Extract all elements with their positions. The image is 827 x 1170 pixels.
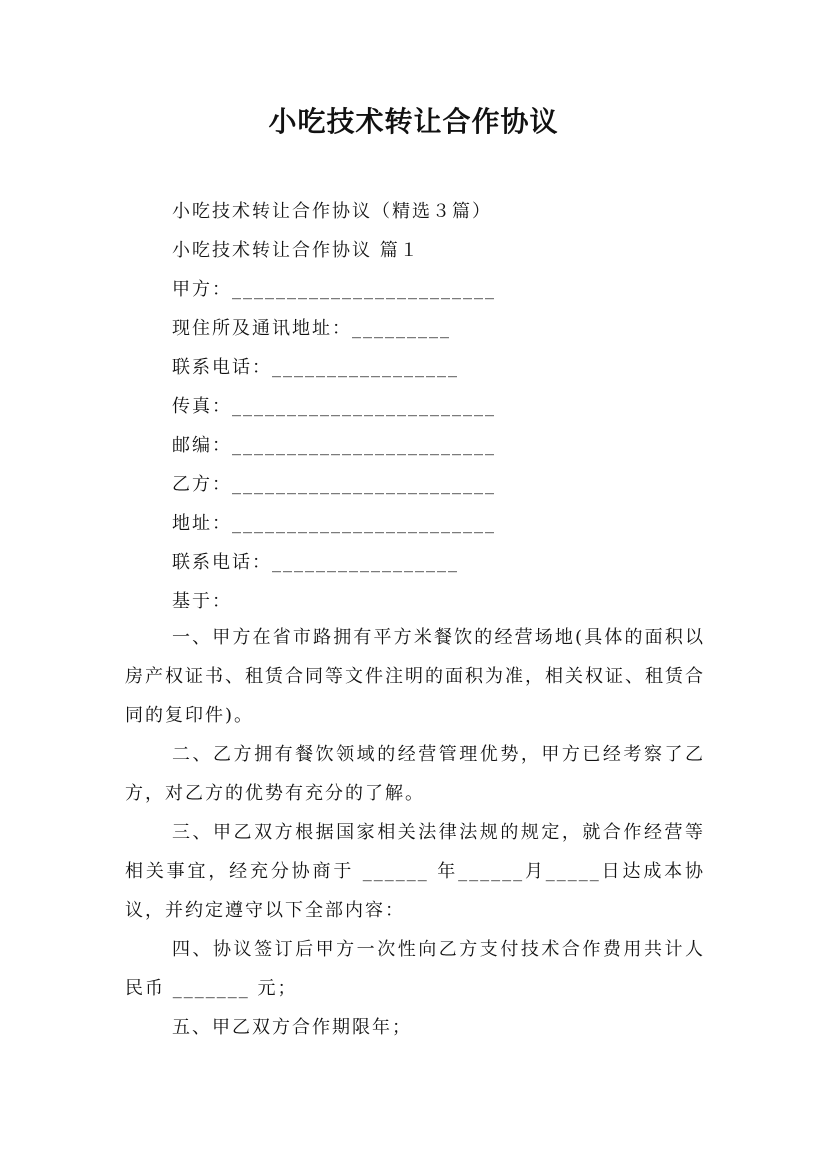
field-label: 联系电话： (172, 552, 272, 573)
field-address-a (172, 317, 451, 341)
field-label: 传真： (172, 396, 232, 417)
field-blank: _________________ (272, 357, 459, 378)
field-label: 联系电话： (172, 357, 272, 378)
clause-5: 五、甲乙双方合作期限年； (172, 1017, 412, 1038)
part-heading: 小吃技术转让合作协议 篇１ (172, 240, 420, 261)
field-label: 现住所及通讯地址： (172, 318, 352, 339)
field-fax (172, 395, 496, 419)
field-blank: ________________________ (232, 396, 496, 417)
clause-4: 四、协议签订后甲方一次性向乙方支付技术合作费用共计人民币 _______ 元； (125, 939, 705, 999)
field-blank: ________________________ (232, 474, 496, 495)
field-phone-b (172, 551, 459, 575)
field-blank: ________________________ (232, 513, 496, 534)
field-label: 邮编： (172, 435, 232, 456)
field-phone-a (172, 356, 459, 380)
field-party-a (172, 278, 496, 302)
field-label: 甲方： (172, 279, 232, 300)
field-label: 乙方： (172, 474, 232, 495)
field-postcode (172, 434, 496, 458)
field-address-b (172, 512, 496, 536)
clause-3: 三、甲乙双方根据国家相关法律法规的规定，就合作经营等相关事宜，经充分协商于 ______ 年______月_____日达成本协议，并约定遵守以下全部内容： (125, 822, 705, 921)
document-title: 小吃技术转让合作协议 (268, 105, 559, 138)
field-blank: ________________________ (232, 279, 496, 300)
field-label: 地址： (172, 513, 232, 534)
basis-label: 基于： (172, 591, 232, 612)
clause-1: 一、甲方在省市路拥有平方米餐饮的经营场地(具体的面积以房产权证书、租赁合同等文件注明的面积为准，相关权证、租赁合同的复印件)。 (125, 627, 705, 726)
clause-2: 二、乙方拥有餐饮领域的经营管理优势，甲方已经考察了乙方，对乙方的优势有充分的了解。 (125, 744, 705, 804)
field-blank: _________________ (272, 552, 459, 573)
field-blank: ________________________ (232, 435, 496, 456)
field-party-b (172, 473, 496, 497)
field-blank: _________ (352, 318, 451, 339)
document-subtitle: 小吃技术转让合作协议（精选３篇） (172, 201, 492, 222)
